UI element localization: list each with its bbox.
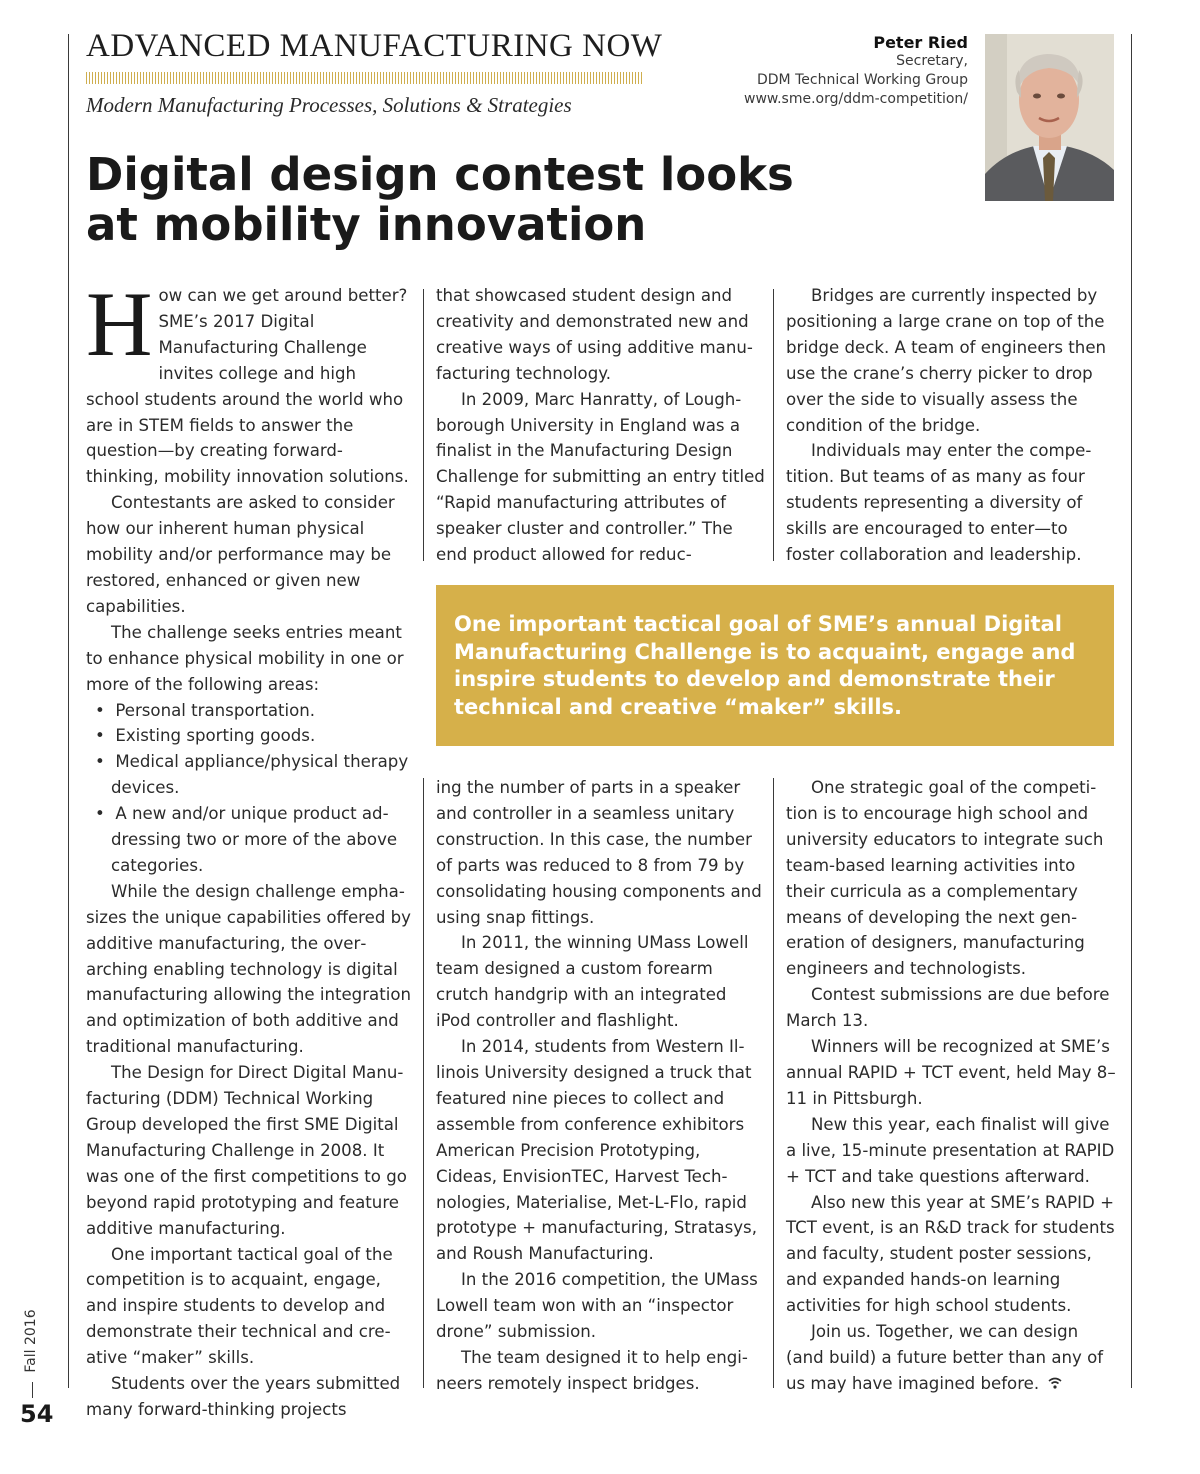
column-3-bottom-paragraph-4: New this year, each finalist will give a live, 15-minute presentation at RAPID + TCT and take questions afterward. [786,1114,1115,1186]
author-group: DDM Technical Working Group [757,72,968,88]
author-block [744,33,968,109]
footer-rule [32,1382,33,1398]
column-2-bottom-paragraph-2: In 2011, the winning UMass Lowell team designed a custom forearm crutch handgrip with an integrated iPod controller and flashlight. [436,933,749,1031]
column-2-bottom-paragraph-3: In 2014, students from Western Illinois University designed a truck that featured nine pieces to collect and assemble from conference exhibitors American Precision Prototyping, Cideas, EnvisionTEC, Harvest Technologies, Materialise, Met-L-Flo, rapid prototype + manufacturing, Stratasys, and Roush Manufacturing. [436,1037,757,1264]
masthead-title: ADVANCED MANUFACTURING NOW [86,28,663,64]
author-photo [985,34,1114,201]
column-1-paragraph-2: Contestants are asked to consider how our inherent human physical mobility and/or performance may be restored, enhanced or given new capabilities. [86,493,395,616]
issue-text: Fall 2016 [23,1309,39,1373]
pull-quote-box [436,585,1114,746]
column-2-top-paragraph-2: In 2009, Marc Hanratty, of Loughborough University in England was a finalist in the Manufacturing Design Challenge for submitting an entry titled “Rapid manufacturing attributes of speaker cluster and controller.” The end product allowed for reduc- [436,389,765,565]
column-2-bottom-paragraph-4: In the 2016 competition, the UMass Lowell team won with an “inspector drone” submission. [436,1270,758,1342]
column-2-top-paragraph-1: that showcased student design and creativity and demonstrated new and creative ways of using additive manufacturing technology. [436,286,753,383]
left-margin-rule [68,34,69,1388]
bullet-item: • Medical appliance/physical therapy devices. [95,752,409,798]
bullet-item: • Personal transportation. [95,700,316,720]
column-1-paragraph-6: One important tactical goal of the competition is to acquaint, engage, and inspire students to develop and demonstrate their technical and creative “maker” skills. [86,1244,393,1368]
column-3-bottom [786,775,1116,1397]
pull-quote-text: One important tactical goal of SME’s annual Digital Manufacturing Challenge is to acquaint, engage and inspire students to develop and demonstrate their technical and creative “maker” skills. [454,612,1076,719]
column-divider-2-top [773,289,774,561]
column-2-bottom-paragraph-1: ing the number of parts in a speaker and controller in a seamless unitary construction. In this case, the number of parts was reduced to 8 from 79 by consolidating housing components and using snap fittings. [436,778,762,927]
wifi-end-mark-icon [1048,1377,1062,1389]
article-headline [86,150,806,250]
author-portrait-graphic [985,34,1114,201]
drop-cap: H [86,273,153,375]
page-number: 54 [20,1400,54,1428]
column-3-bottom-paragraph-3: Winners will be recognized at SME’s annual RAPID + TCT event, held May 8–11 in Pittsburgh. [786,1037,1116,1108]
masthead-hatch-bar [86,72,644,84]
column-1-paragraph-1: How can we get around better? SME’s 2017 Digital Manufacturing Challenge invites college and high school students around the world who are in STEM fields to answer the question—by creating forward-thinking, mobility innovation solutions. [86,273,409,487]
author-role: Secretary, [896,53,968,69]
column-1-paragraph-4: While the design challenge emphasizes the unique capabilities offered by additive manufacturing, the overarching enabling technology is digital manufacturing allowing the integration and optimization of both additive and traditional manufacturing. [86,881,412,1057]
column-3-bottom-paragraph-5: Also new this year at SME’s RAPID + TCT event, is an R&D track for students and faculty, student poster sessions, and expanded hands-on learning activities for high school students. [786,1192,1115,1316]
right-margin-rule [1131,34,1132,1388]
column-2-top [436,283,766,568]
column-3-bottom-paragraph-2: Contest submissions are due before March 13. [786,985,1110,1031]
bullet-item: • Existing sporting goods. [95,726,316,746]
column-divider-1-top [423,289,424,561]
column-3-bottom-paragraph-6: Join us. Together, we can design (and build) a future better than any of us may have imagined before. [786,1322,1104,1393]
column-3-top [786,283,1116,568]
column-3-bottom-paragraph-1: One strategic goal of the competition is to encourage high school and university educators to integrate such team-based learning activities into their curricula as a complementary means of developing the next generation of designers, manufacturing engineers and technologists. [786,778,1104,979]
issue-label [16,1306,46,1376]
headline-line-2: at mobility innovation [86,198,647,251]
column-1 [86,273,414,1423]
column-1-paragraph-3: The challenge seeks entries meant to enhance physical mobility in one or more of the following areas: [86,622,404,694]
column-divider-2-bottom [773,778,774,1388]
column-2-bottom-paragraph-5: The team designed it to help engineers remotely inspect bridges. [436,1347,748,1393]
column-1-paragraph-5: The Design for Direct Digital Manufacturing (DDM) Technical Working Group developed the first SME Digital Manufacturing Challenge in 2008. It was one of the first competitions to go beyond rapid prototyping and feature additive manufacturing. [86,1063,407,1238]
column-1-paragraph-7: Students over the years submitted many forward-thinking projects [86,1374,401,1419]
headline-line-1: Digital design contest looks [86,148,794,201]
column-divider-1-bottom [423,778,424,1388]
column-3-top-paragraph-2: Individuals may enter the competition. But teams of as many as four students representing a diversity of skills are encouraged to enter—to foster collaboration and leadership. [786,441,1092,565]
bullet-item: • A new and/or unique product addressing two or more of the above categories. [95,804,398,875]
masthead-tagline: Modern Manufacturing Processes, Solutions & Strategies [86,93,572,117]
author-url[interactable]: www.sme.org/ddm-competition/ [744,91,968,107]
column-3-top-paragraph-1: Bridges are currently inspected by positioning a large crane on top of the bridge deck. A team of engineers then use the crane’s cherry picker to drop over the side to visually assess the condition of the bridge. [786,286,1107,435]
column-2-bottom [436,775,766,1397]
author-name: Peter Ried [873,33,968,52]
